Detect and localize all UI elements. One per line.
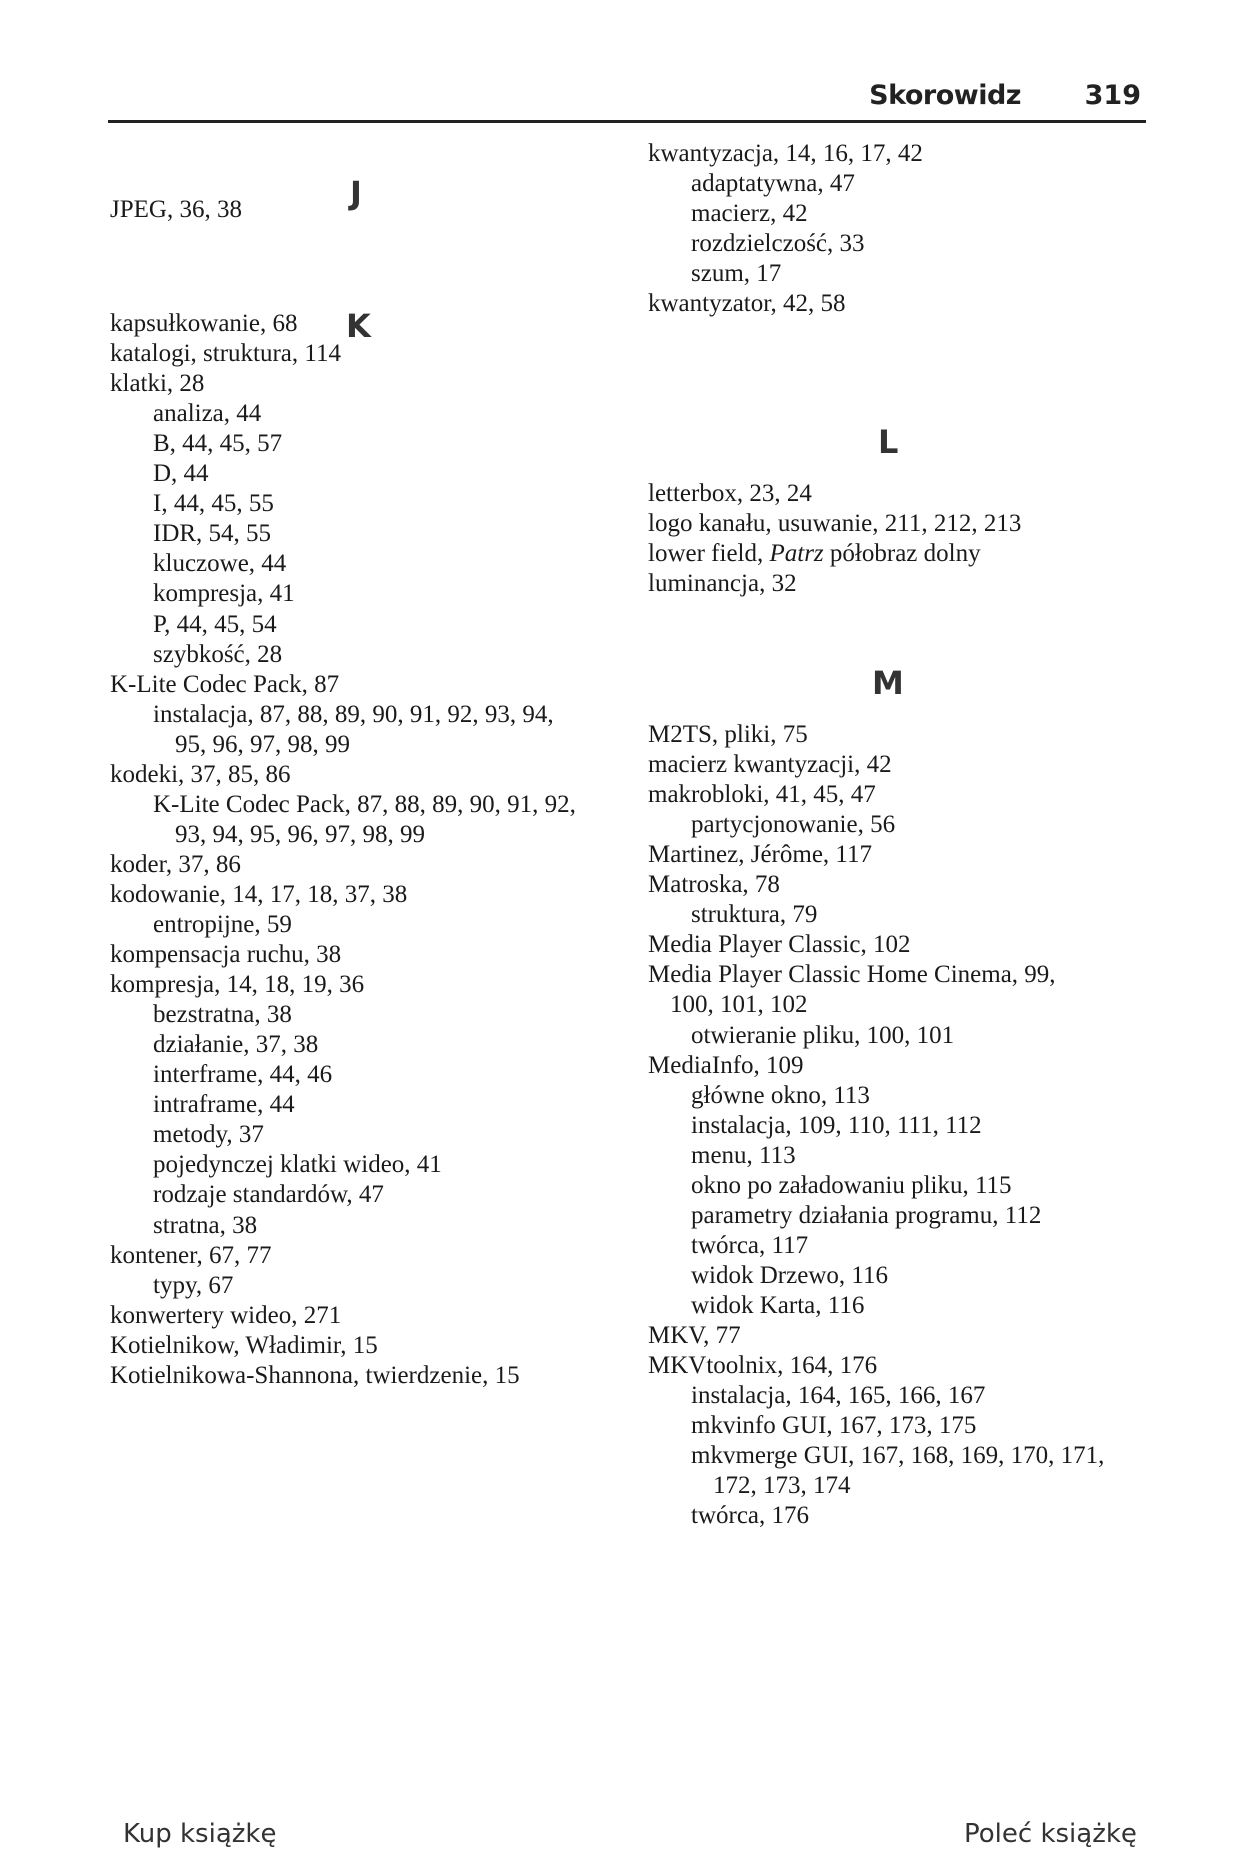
running-header [108, 78, 1146, 118]
index-subentry: instalacja, 109, 110, 111, 112 [691, 1111, 982, 1139]
index-subentry: analiza, 44 [153, 400, 262, 428]
index-subentry: IDR, 54, 55 [153, 520, 272, 548]
index-subentry: instalacja, 164, 165, 166, 167 [691, 1382, 986, 1410]
index-subentry: 93, 94, 95, 96, 97, 98, 99 [175, 820, 425, 848]
index-entry: macierz kwantyzacji, 42 [648, 751, 892, 779]
index-entry: letterbox, 23, 24 [648, 480, 812, 507]
index-entry: logo kanału, usuwanie, 211, 212, 213 [648, 510, 1022, 538]
index-subentry: intraframe, 44 [153, 1091, 295, 1119]
index-entry: JPEG, 36, 38 [110, 196, 242, 223]
index-entry: Martinez, Jérôme, 117 [648, 841, 872, 869]
index-entry: Media Player Classic, 102 [648, 931, 911, 959]
index-entry: MKV, 77 [648, 1322, 741, 1349]
index-subentry: widok Karta, 116 [691, 1291, 865, 1319]
index-letter-heading: K [346, 307, 371, 345]
index-subentry: szybkość, 28 [153, 640, 283, 668]
index-subentry: twórca, 176 [691, 1502, 810, 1530]
index-subentry: rozdzielczość, 33 [691, 230, 865, 258]
index-subentry: bezstratna, 38 [153, 1001, 292, 1029]
buy-book-link[interactable]: Kup książkę [123, 1819, 277, 1849]
index-subentry: partycjonowanie, 56 [691, 811, 896, 839]
index-entry: M2TS, pliki, 75 [648, 721, 808, 748]
index-entry: kodowanie, 14, 17, 18, 37, 38 [110, 880, 408, 908]
index-entry: kompensacja ruchu, 38 [110, 941, 342, 969]
index-entry: Kotielnikowa-Shannona, twierdzenie, 15 [110, 1361, 520, 1389]
index-subentry: pojedynczej klatki wideo, 41 [153, 1151, 442, 1179]
index-subentry: 172, 173, 174 [713, 1472, 851, 1500]
index-subentry: działanie, 37, 38 [153, 1031, 319, 1059]
index-subentry: stratna, 38 [153, 1211, 258, 1239]
index-subentry: K-Lite Codec Pack, 87, 88, 89, 90, 91, 92, [153, 790, 576, 818]
index-subentry: entropijne, 59 [153, 911, 292, 938]
index-entry: klatki, 28 [110, 370, 205, 398]
index-entry: kontener, 67, 77 [110, 1241, 272, 1269]
index-subentry: okno po załadowaniu pliku, 115 [691, 1171, 1012, 1199]
index-subentry: kluczowe, 44 [153, 550, 287, 578]
index-subentry: 95, 96, 97, 98, 99 [175, 730, 350, 758]
index-entry: MediaInfo, 109 [648, 1051, 804, 1079]
index-subentry: szum, 17 [691, 260, 782, 288]
section-title: Skorowidz [869, 80, 1021, 111]
page-number: 319 [1084, 80, 1141, 111]
index-entry: luminancja, 32 [648, 570, 797, 598]
index-subentry: typy, 67 [153, 1271, 234, 1299]
index-entry: kapsułkowanie, 68 [110, 310, 298, 337]
index-subentry: struktura, 79 [691, 901, 818, 929]
index-subentry: mkvmerge GUI, 167, 168, 169, 170, 171, [691, 1442, 1105, 1470]
index-letter-heading: M [872, 664, 904, 702]
index-subentry: I, 44, 45, 55 [153, 490, 274, 518]
index-subentry: interframe, 44, 46 [153, 1061, 333, 1089]
index-entry: MKVtoolnix, 164, 176 [648, 1352, 878, 1380]
index-entry: makrobloki, 41, 45, 47 [648, 781, 876, 809]
index-letter-heading: L [878, 423, 899, 461]
index-subentry: instalacja, 87, 88, 89, 90, 91, 92, 93, 94, [153, 700, 554, 728]
index-subentry: P, 44, 45, 54 [153, 610, 277, 638]
index-subentry: mkvinfo GUI, 167, 173, 175 [691, 1412, 977, 1440]
index-subentry: macierz, 42 [691, 200, 808, 228]
index-entry: konwertery wideo, 271 [110, 1301, 342, 1329]
index-subentry: 100, 101, 102 [670, 991, 808, 1019]
index-subentry: kompresja, 41 [153, 580, 295, 608]
index-entry: K-Lite Codec Pack, 87 [110, 670, 340, 698]
index-entry: kwantyzator, 42, 58 [648, 290, 846, 318]
index-entry: Matroska, 78 [648, 871, 780, 899]
index-subentry: widok Drzewo, 116 [691, 1261, 888, 1289]
index-entry: kompresja, 14, 18, 19, 36 [110, 971, 365, 999]
index-letter-heading: J [350, 174, 362, 212]
index-subentry: twórca, 117 [691, 1231, 809, 1259]
index-entry: koder, 37, 86 [110, 850, 241, 878]
index-subentry: rodzaje standardów, 47 [153, 1181, 384, 1209]
index-entry: Media Player Classic Home Cinema, 99, [648, 961, 1056, 989]
index-entry: kodeki, 37, 85, 86 [110, 760, 291, 788]
index-entry: lower field, Patrz półobraz dolny [648, 540, 981, 568]
recommend-book-link[interactable]: Poleć książkę [964, 1819, 1137, 1849]
index-subentry: parametry działania programu, 112 [691, 1201, 1042, 1229]
index-entry: katalogi, struktura, 114 [110, 340, 341, 368]
index-subentry: D, 44 [153, 460, 209, 488]
index-entry: Kotielnikow, Władimir, 15 [110, 1331, 378, 1359]
index-subentry: otwieranie pliku, 100, 101 [691, 1021, 955, 1049]
index-subentry: menu, 113 [691, 1141, 796, 1169]
index-subentry: B, 44, 45, 57 [153, 430, 283, 458]
header-rule [108, 120, 1146, 123]
index-subentry: adaptatywna, 47 [691, 170, 855, 198]
index-subentry: główne okno, 113 [691, 1081, 870, 1109]
index-entry: kwantyzacja, 14, 16, 17, 42 [648, 140, 923, 167]
index-subentry: metody, 37 [153, 1121, 264, 1149]
